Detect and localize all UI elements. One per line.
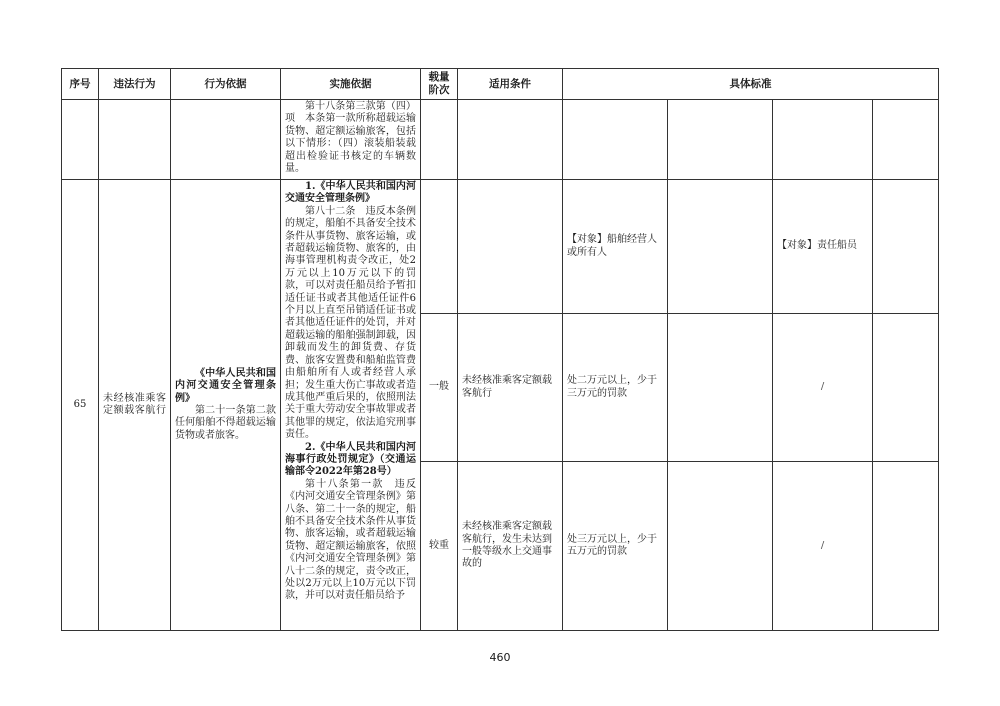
header-standard: 具体标准 <box>563 69 939 100</box>
crew-standard-serious-extra <box>873 462 939 631</box>
standard-serious-extra <box>668 462 773 631</box>
header-seq: 序号 <box>62 69 99 100</box>
continued-standard-cell-2 <box>668 100 773 180</box>
impl-p2-body: 第十八条第一款 违反《内河交通安全管理条例》第八条、第二十一条的规定，船舶不具备安全技术条件从事货物、旅客运输，或者超载运输货物、超定额运输旅客，依照《内河交通安全管理条例》第八十二条的规定，责令改正，处以2万元以上10万元以下罚款，并可以对责任船员给予 <box>285 478 416 602</box>
continued-basis-cell <box>171 100 281 180</box>
level-serious: 较重 <box>421 462 458 631</box>
level-general: 一般 <box>421 314 458 462</box>
object-level-cell <box>421 180 458 314</box>
object-owner-extra-cell <box>668 180 773 314</box>
standard-general-extra <box>668 314 773 462</box>
crew-standard-general-extra <box>873 314 939 462</box>
impl-p1-body: 第八十二条 违反本条例的规定，船舶不具备安全技术条件从事货物、旅客运输，或者超载运输货物、旅客的，由海事管理机构责令改正，处2万元以上10万元以下的罚款，可以对责任船员给予暂扣适任证书或者其他适任证件6个月以上直至吊销适任证书或者其他适任证件的处罚，并对超载运输的船舶强制卸载，因卸载而发生的卸货费、存货费、旅客安置费和船舶监管费由船舶所有人或者经营人承担；发生重大伤亡事故或者造成其他严重后果的，依照刑法关于重大劳动安全事故罪或者其他罪的规定，依法追究刑事责任。 <box>285 205 416 441</box>
crew-standard-general: / <box>773 314 873 462</box>
continued-violation-cell <box>99 100 171 180</box>
impl-cell-65 <box>281 180 421 631</box>
continued-impl-cell <box>281 100 421 180</box>
page-number: 460 <box>489 651 511 664</box>
object-condition-cell <box>458 180 563 314</box>
basis-cell-65 <box>171 180 286 631</box>
impl-p2-title: 2.《中华人民共和国内河海事行政处罚规定》（交通运输部令2022年第28号） <box>285 441 416 478</box>
impl-p1-title: 1.《中华人民共和国内河交通安全管理条例》 <box>285 181 416 205</box>
penalty-standards-table <box>61 68 939 631</box>
seq-cell-65: 65 <box>62 180 99 631</box>
object-crew-cell: 【对象】责任船员 <box>773 180 873 314</box>
table-row-continued <box>62 100 939 180</box>
basis-title: 《中华人民共和国内河交通安全管理条例》 <box>175 367 276 404</box>
continued-standard-cell-1 <box>563 100 668 180</box>
header-condition: 适用条件 <box>458 69 563 100</box>
header-load-level: 载量 阶次 <box>421 69 458 100</box>
object-owner-cell: 【对象】船舶经营人或所有人 <box>563 180 668 314</box>
basis-body: 第二十一条第二款 任何船舶不得超载运输货物或者旅客。 <box>175 405 286 441</box>
continued-standard-cell-3 <box>773 100 873 180</box>
violation-cell-65: 未经核准乘客定额载客航行 <box>99 180 171 631</box>
condition-serious: 未经核准乘客定额载客航行，发生未达到一般等级水上交通事故的 <box>458 462 563 631</box>
standard-general: 处二万元以上，少于三万元的罚款 <box>563 314 668 462</box>
table-header-row <box>62 69 939 100</box>
header-impl: 实施依据 <box>281 69 421 100</box>
standard-serious: 处三万元以上，少于五万元的罚款 <box>563 462 668 631</box>
object-crew-extra-cell <box>873 180 939 314</box>
continued-seq-cell <box>62 100 99 180</box>
crew-standard-serious: / <box>773 462 873 631</box>
condition-general: 未经核准乘客定额载客航行 <box>458 314 563 462</box>
header-basis: 行为依据 <box>171 69 281 100</box>
continued-condition-cell <box>458 100 563 180</box>
table-row-65-object <box>62 180 939 314</box>
continued-impl-text: 第十八条第三款第（四）项 本条第一款所称超载运输货物、超定额运输旅客，包括以下情形：（四）滚装船装载超出检验证书核定的车辆数量。 <box>285 101 416 175</box>
continued-level-cell <box>421 100 458 180</box>
continued-standard-cell-4 <box>873 100 939 180</box>
header-violation: 违法行为 <box>99 69 171 100</box>
